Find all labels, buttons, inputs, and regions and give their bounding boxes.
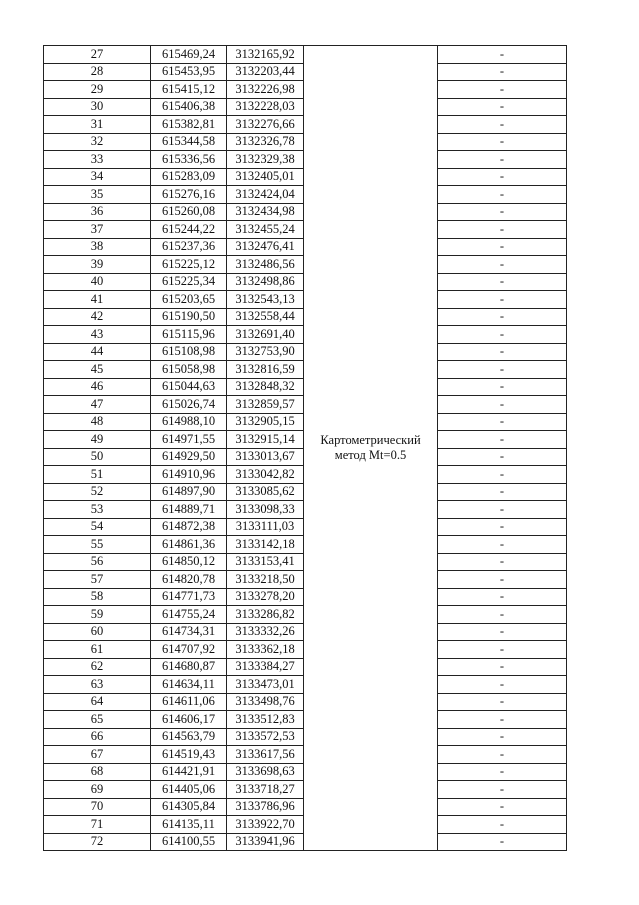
y-coordinate-cell: 3133332,26 [227,623,304,641]
y-coordinate-cell: 3133718,27 [227,781,304,799]
method-cell [304,46,438,851]
y-coordinate-cell: 3132228,03 [227,98,304,116]
y-coordinate-cell: 3133142,18 [227,536,304,554]
value-cell: - [438,693,567,711]
y-coordinate-cell: 3132326,78 [227,133,304,151]
value-cell: - [438,81,567,99]
y-coordinate-cell: 3132915,14 [227,431,304,449]
point-number-cell: 53 [44,501,151,519]
y-coordinate-cell: 3132816,59 [227,361,304,379]
point-number-cell: 69 [44,781,151,799]
point-number-cell: 68 [44,763,151,781]
value-cell: - [438,238,567,256]
value-cell: - [438,448,567,466]
y-coordinate-cell: 3133473,01 [227,676,304,694]
point-number-cell: 52 [44,483,151,501]
x-coordinate-cell: 614755,24 [151,606,227,624]
y-coordinate-cell: 3133698,63 [227,763,304,781]
point-number-cell: 44 [44,343,151,361]
point-number-cell: 59 [44,606,151,624]
value-cell: - [438,256,567,274]
y-coordinate-cell: 3132165,92 [227,46,304,64]
value-cell: - [438,326,567,344]
point-number-cell: 62 [44,658,151,676]
y-coordinate-cell: 3132455,24 [227,221,304,239]
x-coordinate-cell: 615225,12 [151,256,227,274]
x-coordinate-cell: 615260,08 [151,203,227,221]
point-number-cell: 50 [44,448,151,466]
value-cell: - [438,781,567,799]
point-number-cell: 63 [44,676,151,694]
y-coordinate-cell: 3132226,98 [227,81,304,99]
point-number-cell: 49 [44,431,151,449]
value-cell: - [438,571,567,589]
x-coordinate-cell: 614897,90 [151,483,227,501]
value-cell: - [438,431,567,449]
x-coordinate-cell: 615115,96 [151,326,227,344]
y-coordinate-cell: 3133098,33 [227,501,304,519]
x-coordinate-cell: 615044,63 [151,378,227,396]
y-coordinate-cell: 3133085,62 [227,483,304,501]
x-coordinate-cell: 615415,12 [151,81,227,99]
coordinates-table [43,45,567,851]
value-cell: - [438,536,567,554]
value-cell: - [438,483,567,501]
value-cell: - [438,63,567,81]
x-coordinate-cell: 614606,17 [151,711,227,729]
y-coordinate-cell: 3133042,82 [227,466,304,484]
x-coordinate-cell: 614611,06 [151,693,227,711]
x-coordinate-cell: 614988,10 [151,413,227,431]
x-coordinate-cell: 614135,11 [151,816,227,834]
y-coordinate-cell: 3133218,50 [227,571,304,589]
y-coordinate-cell: 3133572,53 [227,728,304,746]
point-number-cell: 48 [44,413,151,431]
value-cell: - [438,221,567,239]
y-coordinate-cell: 3132859,57 [227,396,304,414]
point-number-cell: 30 [44,98,151,116]
point-number-cell: 65 [44,711,151,729]
value-cell: - [438,676,567,694]
value-cell: - [438,291,567,309]
point-number-cell: 32 [44,133,151,151]
point-number-cell: 43 [44,326,151,344]
value-cell: - [438,203,567,221]
x-coordinate-cell: 614707,92 [151,641,227,659]
point-number-cell: 51 [44,466,151,484]
x-coordinate-cell: 615244,22 [151,221,227,239]
y-coordinate-cell: 3133111,03 [227,518,304,536]
value-cell: - [438,833,567,851]
point-number-cell: 67 [44,746,151,764]
value-cell: - [438,273,567,291]
y-coordinate-cell: 3132543,13 [227,291,304,309]
value-cell: - [438,606,567,624]
y-coordinate-cell: 3133362,18 [227,641,304,659]
point-number-cell: 33 [44,151,151,169]
y-coordinate-cell: 3133013,67 [227,448,304,466]
value-cell: - [438,46,567,64]
x-coordinate-cell: 615336,56 [151,151,227,169]
value-cell: - [438,728,567,746]
point-number-cell: 58 [44,588,151,606]
x-coordinate-cell: 614100,55 [151,833,227,851]
x-coordinate-cell: 614405,06 [151,781,227,799]
y-coordinate-cell: 3133512,83 [227,711,304,729]
table-row [44,46,567,64]
x-coordinate-cell: 615276,16 [151,186,227,204]
x-coordinate-cell: 614771,73 [151,588,227,606]
x-coordinate-cell: 615344,58 [151,133,227,151]
y-coordinate-cell: 3132486,56 [227,256,304,274]
y-coordinate-cell: 3133153,41 [227,553,304,571]
y-coordinate-cell: 3132203,44 [227,63,304,81]
point-number-cell: 34 [44,168,151,186]
point-number-cell: 57 [44,571,151,589]
value-cell: - [438,816,567,834]
y-coordinate-cell: 3132558,44 [227,308,304,326]
x-coordinate-cell: 614519,43 [151,746,227,764]
x-coordinate-cell: 615453,95 [151,63,227,81]
x-coordinate-cell: 614634,11 [151,676,227,694]
y-coordinate-cell: 3132691,40 [227,326,304,344]
value-cell: - [438,641,567,659]
value-cell: - [438,168,567,186]
x-coordinate-cell: 615469,24 [151,46,227,64]
value-cell: - [438,553,567,571]
x-coordinate-cell: 615225,34 [151,273,227,291]
x-coordinate-cell: 614971,55 [151,431,227,449]
point-number-cell: 42 [44,308,151,326]
value-cell: - [438,308,567,326]
y-coordinate-cell: 3132329,38 [227,151,304,169]
point-number-cell: 46 [44,378,151,396]
y-coordinate-cell: 3133941,96 [227,833,304,851]
y-coordinate-cell: 3133922,70 [227,816,304,834]
x-coordinate-cell: 615190,50 [151,308,227,326]
y-coordinate-cell: 3133286,82 [227,606,304,624]
point-number-cell: 64 [44,693,151,711]
point-number-cell: 36 [44,203,151,221]
value-cell: - [438,711,567,729]
point-number-cell: 38 [44,238,151,256]
point-number-cell: 28 [44,63,151,81]
x-coordinate-cell: 614734,31 [151,623,227,641]
value-cell: - [438,746,567,764]
y-coordinate-cell: 3133786,96 [227,798,304,816]
x-coordinate-cell: 614563,79 [151,728,227,746]
coordinates-table-body [44,46,567,851]
value-cell: - [438,133,567,151]
value-cell: - [438,623,567,641]
x-coordinate-cell: 614680,87 [151,658,227,676]
x-coordinate-cell: 614421,91 [151,763,227,781]
value-cell: - [438,151,567,169]
point-number-cell: 54 [44,518,151,536]
y-coordinate-cell: 3132498,86 [227,273,304,291]
point-number-cell: 29 [44,81,151,99]
x-coordinate-cell: 615237,36 [151,238,227,256]
point-number-cell: 55 [44,536,151,554]
y-coordinate-cell: 3132424,04 [227,186,304,204]
point-number-cell: 71 [44,816,151,834]
point-number-cell: 56 [44,553,151,571]
y-coordinate-cell: 3132434,98 [227,203,304,221]
y-coordinate-cell: 3132905,15 [227,413,304,431]
value-cell: - [438,186,567,204]
value-cell: - [438,518,567,536]
x-coordinate-cell: 615026,74 [151,396,227,414]
value-cell: - [438,343,567,361]
y-coordinate-cell: 3132848,32 [227,378,304,396]
value-cell: - [438,413,567,431]
x-coordinate-cell: 614861,36 [151,536,227,554]
point-number-cell: 41 [44,291,151,309]
value-cell: - [438,466,567,484]
point-number-cell: 47 [44,396,151,414]
method-label-line1: Картометрический [320,433,421,447]
x-coordinate-cell: 615058,98 [151,361,227,379]
x-coordinate-cell: 615283,09 [151,168,227,186]
point-number-cell: 66 [44,728,151,746]
point-number-cell: 61 [44,641,151,659]
point-number-cell: 72 [44,833,151,851]
value-cell: - [438,378,567,396]
value-cell: - [438,798,567,816]
y-coordinate-cell: 3133384,27 [227,658,304,676]
x-coordinate-cell: 615203,65 [151,291,227,309]
x-coordinate-cell: 614850,12 [151,553,227,571]
y-coordinate-cell: 3132405,01 [227,168,304,186]
point-number-cell: 45 [44,361,151,379]
x-coordinate-cell: 614889,71 [151,501,227,519]
point-number-cell: 39 [44,256,151,274]
x-coordinate-cell: 614305,84 [151,798,227,816]
value-cell: - [438,763,567,781]
value-cell: - [438,361,567,379]
y-coordinate-cell: 3133278,20 [227,588,304,606]
value-cell: - [438,116,567,134]
point-number-cell: 31 [44,116,151,134]
y-coordinate-cell: 3132276,66 [227,116,304,134]
value-cell: - [438,588,567,606]
x-coordinate-cell: 615406,38 [151,98,227,116]
point-number-cell: 60 [44,623,151,641]
x-coordinate-cell: 615108,98 [151,343,227,361]
value-cell: - [438,396,567,414]
point-number-cell: 37 [44,221,151,239]
x-coordinate-cell: 614910,96 [151,466,227,484]
y-coordinate-cell: 3133498,76 [227,693,304,711]
point-number-cell: 27 [44,46,151,64]
y-coordinate-cell: 3132476,41 [227,238,304,256]
x-coordinate-cell: 614872,38 [151,518,227,536]
value-cell: - [438,98,567,116]
method-label-line2: метод Mt=0.5 [334,448,407,462]
point-number-cell: 40 [44,273,151,291]
y-coordinate-cell: 3133617,56 [227,746,304,764]
x-coordinate-cell: 614820,78 [151,571,227,589]
point-number-cell: 35 [44,186,151,204]
x-coordinate-cell: 614929,50 [151,448,227,466]
x-coordinate-cell: 615382,81 [151,116,227,134]
value-cell: - [438,501,567,519]
y-coordinate-cell: 3132753,90 [227,343,304,361]
point-number-cell: 70 [44,798,151,816]
value-cell: - [438,658,567,676]
